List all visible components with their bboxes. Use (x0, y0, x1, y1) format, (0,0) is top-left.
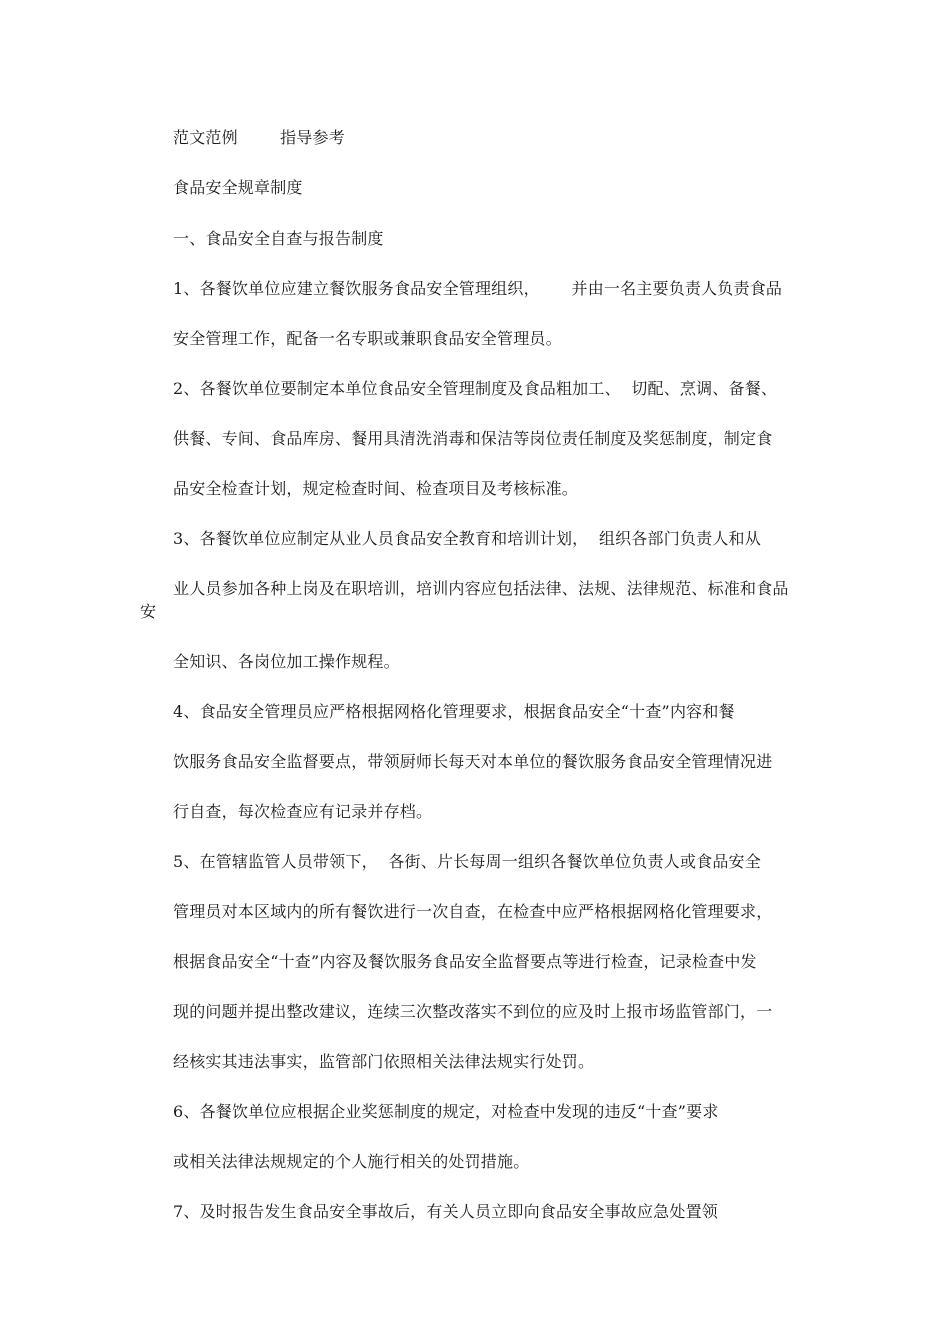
paragraph-line: 5、在管辖监管人员带领下， 各街、片长每周一组织各餐饮单位负责人或食品安全 (173, 852, 761, 871)
paragraph-line: 6、各餐饮单位应根据企业奖惩制度的规定，对检查中发现的违反“十查”要求 (173, 1102, 719, 1121)
paragraph-line: 安 (140, 602, 157, 621)
paragraph-line: 全知识、各岗位加工操作规程。 (173, 652, 400, 671)
paragraph-line: 业人员参加各种上岗及在职培训，培训内容应包括法律、法规、法律规范、标准和食品 (173, 579, 789, 598)
document-title: 食品安全规章制度 (173, 178, 303, 197)
paragraph-line: 安全管理工作，配备一名专职或兼职食品安全管理员。 (173, 329, 562, 348)
paragraph-line: 经核实其违法事实，监管部门依照相关法律法规实行处罚。 (173, 1052, 595, 1071)
paragraph-line: 或相关法律法规规定的个人施行相关的处罚措施。 (173, 1152, 530, 1171)
paragraph-line: 供餐、专间、食品库房、餐用具清洗消毒和保洁等岗位责任制度及奖惩制度，制定食 (173, 429, 773, 448)
paragraph-line: 行自查，每次检查应有记录并存档。 (173, 802, 433, 821)
paragraph-line: 管理员对本区域内的所有餐饮进行一次自查，在检查中应严格根据网格化管理要求， (173, 902, 773, 921)
header-right: 指导参考 (280, 128, 345, 147)
paragraph-line: 1、各餐饮单位应建立餐饮服务食品安全管理组织， 并由一名主要负责人负责食品 (173, 279, 783, 298)
paragraph-line: 4、食品安全管理员应严格根据网格化管理要求，根据食品安全“十查”内容和餐 (173, 702, 735, 721)
section-heading: 一、食品安全自查与报告制度 (173, 229, 384, 248)
paragraph-line: 饮服务食品安全监督要点，带领厨师长每天对本单位的餐饮服务食品安全管理情况进 (173, 752, 773, 771)
page-header (173, 128, 345, 148)
paragraph-line: 品安全检查计划，规定检查时间、检查项目及考核标准。 (173, 479, 579, 498)
header-left: 范文范例 (173, 128, 238, 147)
paragraph-line: 2、各餐饮单位要制定本单位食品安全管理制度及食品粗加工、 切配、烹调、备餐、 (173, 379, 778, 398)
paragraph-line: 7、及时报告发生食品安全事故后，有关人员立即向食品安全事故应急处置领 (173, 1202, 718, 1221)
paragraph-line: 根据食品安全“十查”内容及餐饮服务食品安全监督要点等进行检查，记录检查中发 (173, 952, 757, 971)
paragraph-line: 现的问题并提出整改建议，连续三次整改落实不到位的应及时上报市场监管部门，一 (173, 1002, 773, 1021)
paragraph-line: 3、各餐饮单位应制定从业人员食品安全教育和培训计划， 组织各部门负责人和从 (173, 529, 761, 548)
